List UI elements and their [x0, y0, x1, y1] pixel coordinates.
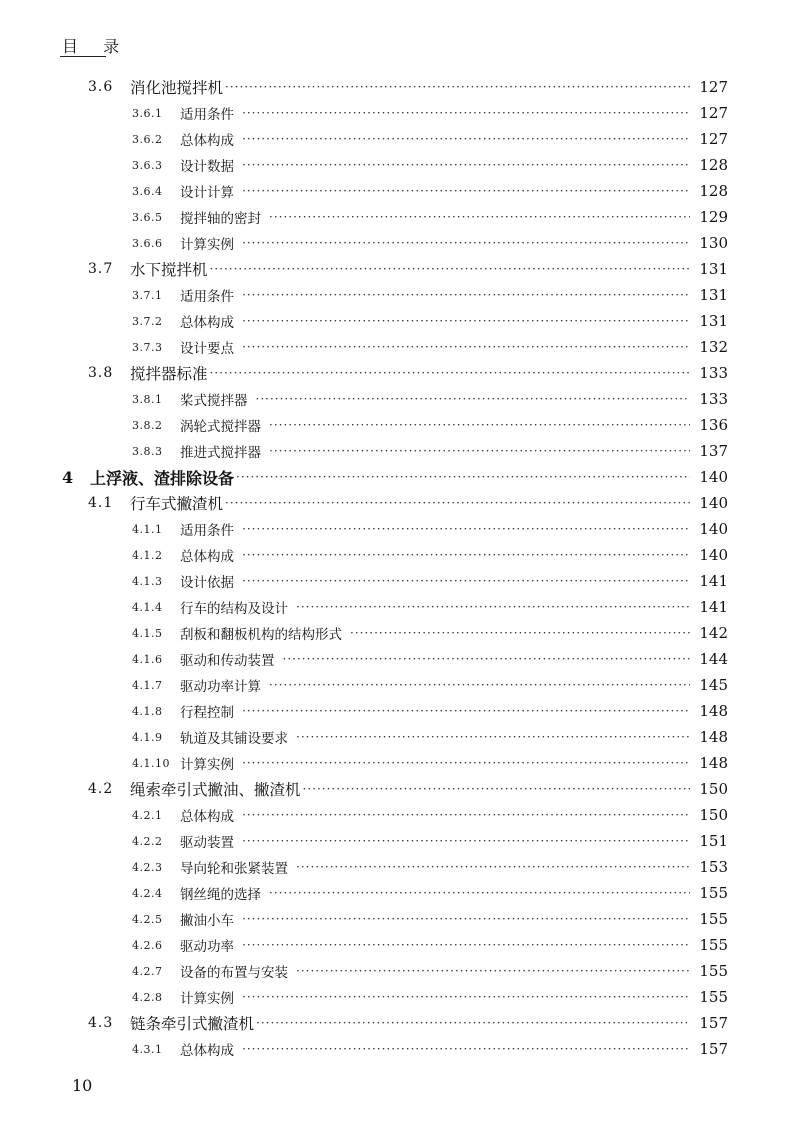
toc-entry-page: 153	[699, 858, 728, 876]
toc-entry-title: 导向轮和张紧装置	[180, 861, 288, 877]
toc-entry[interactable]	[0, 230, 790, 256]
dot-leader	[242, 230, 690, 256]
toc-entry[interactable]	[0, 906, 790, 932]
dot-leader	[242, 568, 690, 594]
toc-entry-page: 144	[699, 650, 728, 668]
dot-leader	[242, 152, 690, 178]
toc-entry-number: 4.1.2	[132, 548, 163, 562]
toc-entry-title: 设计计算	[180, 185, 234, 201]
toc-entry-number: 3.7.2	[132, 314, 163, 328]
toc-entry[interactable]	[0, 646, 790, 672]
toc-entry-number: 4.1.5	[132, 626, 163, 640]
toc-entry-number: 4.1.4	[132, 600, 163, 614]
toc-entry[interactable]	[0, 932, 790, 958]
toc-entry-number: 3.6.5	[132, 210, 163, 224]
dot-leader	[269, 438, 690, 464]
toc-entry[interactable]	[0, 178, 790, 204]
toc-entry-page: 127	[699, 78, 728, 96]
toc-entry[interactable]	[0, 386, 790, 412]
toc-entry[interactable]	[0, 282, 790, 308]
toc-entry[interactable]	[0, 438, 790, 464]
toc-entry-number: 3.6.2	[132, 132, 163, 146]
toc-entry-number: 4.1.9	[132, 730, 163, 744]
dot-leader	[296, 958, 690, 984]
dot-leader	[242, 178, 690, 204]
toc-entry-number: 4.2.1	[132, 808, 163, 822]
toc-entry-title: 设计数据	[180, 159, 234, 175]
toc-entry-number: 3.6	[88, 79, 114, 95]
toc-entry-number: 4.2.3	[132, 860, 163, 874]
toc-entry-number: 4.2.2	[132, 834, 163, 848]
running-header: 目 录	[62, 37, 130, 56]
dot-leader	[242, 828, 690, 854]
toc-entry[interactable]	[0, 672, 790, 698]
toc-entry[interactable]	[0, 152, 790, 178]
toc-entry-page: 133	[699, 364, 728, 382]
toc-entry[interactable]	[0, 724, 790, 750]
dot-leader	[296, 854, 690, 880]
toc-entry-title: 搅拌轴的密封	[180, 211, 261, 227]
toc-entry-number: 3.7	[88, 261, 114, 277]
dot-leader	[242, 542, 690, 568]
toc-entry[interactable]	[0, 126, 790, 152]
toc-entry[interactable]	[0, 880, 790, 906]
toc-entry-page: 150	[699, 806, 728, 824]
toc-entry-number: 4.1.6	[132, 652, 163, 666]
toc-entry[interactable]	[0, 620, 790, 646]
toc-entry-page: 155	[699, 910, 728, 928]
dot-leader	[269, 672, 690, 698]
toc-entry-title: 行车的结构及设计	[180, 601, 288, 617]
dot-leader	[269, 412, 690, 438]
toc-entry-title: 水下搅拌机	[130, 261, 208, 279]
toc-entry[interactable]	[0, 360, 790, 386]
toc-entry[interactable]	[0, 698, 790, 724]
toc-entry-title: 撇油小车	[180, 913, 234, 929]
dot-leader	[242, 282, 690, 308]
toc-entry-number: 3.6.6	[132, 236, 163, 250]
dot-leader	[242, 308, 690, 334]
toc-entry-page: 155	[699, 988, 728, 1006]
table-of-contents	[0, 74, 790, 1062]
toc-entry[interactable]	[0, 412, 790, 438]
toc-entry-title: 总体构成	[180, 1043, 234, 1059]
dot-leader	[242, 334, 690, 360]
toc-entry-title: 搅拌器标准	[130, 365, 208, 383]
toc-entry-title: 驱动功率计算	[180, 679, 261, 695]
toc-entry[interactable]	[0, 750, 790, 776]
toc-entry-number: 4.1	[88, 495, 114, 511]
toc-entry-number: 4.1.3	[132, 574, 163, 588]
toc-entry-number: 4.2	[88, 781, 114, 797]
toc-entry-number: 3.8.2	[132, 418, 163, 432]
toc-entry-number: 4.2.6	[132, 938, 163, 952]
dot-leader	[283, 646, 691, 672]
toc-entry[interactable]	[0, 74, 790, 100]
dot-leader	[242, 984, 690, 1010]
dot-leader	[269, 204, 690, 230]
toc-entry-page: 128	[699, 182, 728, 200]
toc-entry[interactable]	[0, 958, 790, 984]
toc-entry-page: 148	[699, 754, 728, 772]
toc-entry-number: 3.7.3	[132, 340, 163, 354]
toc-entry[interactable]	[0, 828, 790, 854]
toc-entry[interactable]	[0, 776, 790, 802]
toc-entry-title: 驱动装置	[180, 835, 234, 851]
dot-leader	[296, 724, 690, 750]
dot-leader	[256, 1010, 690, 1036]
toc-entry-number: 4.2.7	[132, 964, 163, 978]
toc-entry-number: 4.2.5	[132, 912, 163, 926]
toc-entry-title: 驱动和传动装置	[180, 653, 275, 669]
toc-entry[interactable]	[0, 204, 790, 230]
toc-entry[interactable]	[0, 100, 790, 126]
dot-leader	[242, 932, 690, 958]
toc-entry-page: 155	[699, 936, 728, 954]
toc-entry-page: 127	[699, 130, 728, 148]
toc-entry[interactable]	[0, 984, 790, 1010]
toc-entry-title: 计算实例	[180, 237, 234, 253]
toc-entry-page: 131	[699, 312, 728, 330]
toc-entry[interactable]	[0, 1036, 790, 1062]
toc-entry-page: 140	[699, 494, 728, 512]
toc-entry-page: 157	[699, 1014, 728, 1032]
toc-entry[interactable]	[0, 854, 790, 880]
dot-leader	[303, 776, 690, 802]
toc-entry-title: 涡轮式搅拌器	[180, 419, 261, 435]
toc-entry-page: 140	[699, 520, 728, 538]
dot-leader	[236, 464, 690, 490]
toc-entry-page: 155	[699, 884, 728, 902]
toc-entry-page: 131	[699, 260, 728, 278]
toc-entry[interactable]	[0, 490, 790, 516]
dot-leader	[242, 1036, 690, 1062]
dot-leader	[256, 386, 691, 412]
toc-entry-title: 消化池搅拌机	[130, 79, 224, 97]
toc-entry-number: 3.8.1	[132, 392, 163, 406]
toc-entry-title: 总体构成	[180, 315, 234, 331]
toc-entry-title: 适用条件	[180, 523, 234, 539]
page-number: 10	[72, 1076, 93, 1095]
toc-entry[interactable]	[0, 464, 790, 490]
dot-leader	[242, 906, 690, 932]
toc-entry[interactable]	[0, 802, 790, 828]
toc-entry-page: 140	[699, 546, 728, 564]
toc-entry-number: 4	[62, 467, 74, 487]
toc-entry-title: 设计要点	[180, 341, 234, 357]
toc-entry-page: 145	[699, 676, 728, 694]
toc-entry-page: 128	[699, 156, 728, 174]
toc-entry-page: 141	[699, 598, 728, 616]
toc-entry-page: 130	[699, 234, 728, 252]
toc-entry-number: 3.7.1	[132, 288, 163, 302]
dot-leader	[210, 360, 690, 386]
toc-entry-page: 155	[699, 962, 728, 980]
dot-leader	[350, 620, 690, 646]
toc-entry-page: 140	[699, 468, 728, 486]
toc-entry-number: 4.1.7	[132, 678, 163, 692]
toc-entry-title: 总体构成	[180, 549, 234, 565]
toc-entry-page: 132	[699, 338, 728, 356]
toc-entry-title: 钢丝绳的选择	[180, 887, 261, 903]
toc-entry[interactable]	[0, 594, 790, 620]
toc-entry-number: 4.3.1	[132, 1042, 163, 1056]
toc-entry-title: 推进式搅拌器	[180, 445, 261, 461]
toc-entry-number: 4.2.4	[132, 886, 163, 900]
toc-entry-title: 适用条件	[180, 289, 234, 305]
toc-entry-title: 桨式搅拌器	[180, 393, 248, 409]
dot-leader	[210, 256, 690, 282]
toc-entry-number: 4.1.8	[132, 704, 163, 718]
toc-entry-page: 133	[699, 390, 728, 408]
toc-entry-title: 轨道及其铺设要求	[180, 731, 288, 747]
toc-entry-page: 129	[699, 208, 728, 226]
toc-entry-title: 设备的布置与安装	[180, 965, 288, 981]
toc-entry-title: 行程控制	[180, 705, 234, 721]
toc-entry[interactable]	[0, 256, 790, 282]
toc-entry-title: 设计依据	[180, 575, 234, 591]
toc-entry-title: 驱动功率	[180, 939, 234, 955]
toc-entry-title: 行车式撇渣机	[130, 495, 224, 513]
toc-entry-page: 142	[699, 624, 728, 642]
toc-entry-number: 4.3	[88, 1015, 114, 1031]
toc-entry-title: 计算实例	[180, 757, 234, 773]
toc-entry-page: 150	[699, 780, 728, 798]
toc-entry-title: 上浮液、渣排除设备	[90, 468, 235, 488]
toc-entry-number: 3.6.4	[132, 184, 163, 198]
toc-entry-number: 4.1.1	[132, 522, 163, 536]
toc-entry-title: 总体构成	[180, 809, 234, 825]
toc-entry-title: 链条牵引式撇渣机	[130, 1015, 255, 1033]
toc-entry-page: 157	[699, 1040, 728, 1058]
dot-leader	[296, 594, 690, 620]
toc-entry[interactable]	[0, 516, 790, 542]
toc-entry-number: 4.1.10	[132, 756, 170, 770]
toc-entry-title: 刮板和翻板机构的结构形式	[180, 627, 342, 643]
dot-leader	[242, 750, 690, 776]
dot-leader	[225, 490, 690, 516]
toc-entry-number: 3.8	[88, 365, 114, 381]
toc-entry-page: 137	[699, 442, 728, 460]
toc-entry-number: 4.2.8	[132, 990, 163, 1004]
header-underline	[60, 56, 106, 57]
toc-entry-title: 计算实例	[180, 991, 234, 1007]
toc-entry-title: 总体构成	[180, 133, 234, 149]
toc-entry[interactable]	[0, 542, 790, 568]
dot-leader	[242, 802, 690, 828]
toc-entry-page: 141	[699, 572, 728, 590]
toc-entry-number: 3.8.3	[132, 444, 163, 458]
toc-entry-page: 127	[699, 104, 728, 122]
toc-entry-page: 148	[699, 702, 728, 720]
dot-leader	[225, 74, 690, 100]
dot-leader	[269, 880, 690, 906]
dot-leader	[242, 698, 690, 724]
toc-entry-number: 3.6.3	[132, 158, 163, 172]
toc-entry[interactable]	[0, 1010, 790, 1036]
dot-leader	[242, 126, 690, 152]
toc-entry[interactable]	[0, 334, 790, 360]
toc-entry-page: 148	[699, 728, 728, 746]
toc-entry-title: 绳索牵引式撇油、撇渣机	[130, 781, 301, 799]
toc-entry-number: 3.6.1	[132, 106, 163, 120]
toc-entry-page: 131	[699, 286, 728, 304]
toc-entry-title: 适用条件	[180, 107, 234, 123]
dot-leader	[242, 100, 690, 126]
dot-leader	[242, 516, 690, 542]
toc-entry[interactable]	[0, 568, 790, 594]
toc-entry-page: 151	[699, 832, 728, 850]
toc-entry-page: 136	[699, 416, 728, 434]
toc-entry[interactable]	[0, 308, 790, 334]
